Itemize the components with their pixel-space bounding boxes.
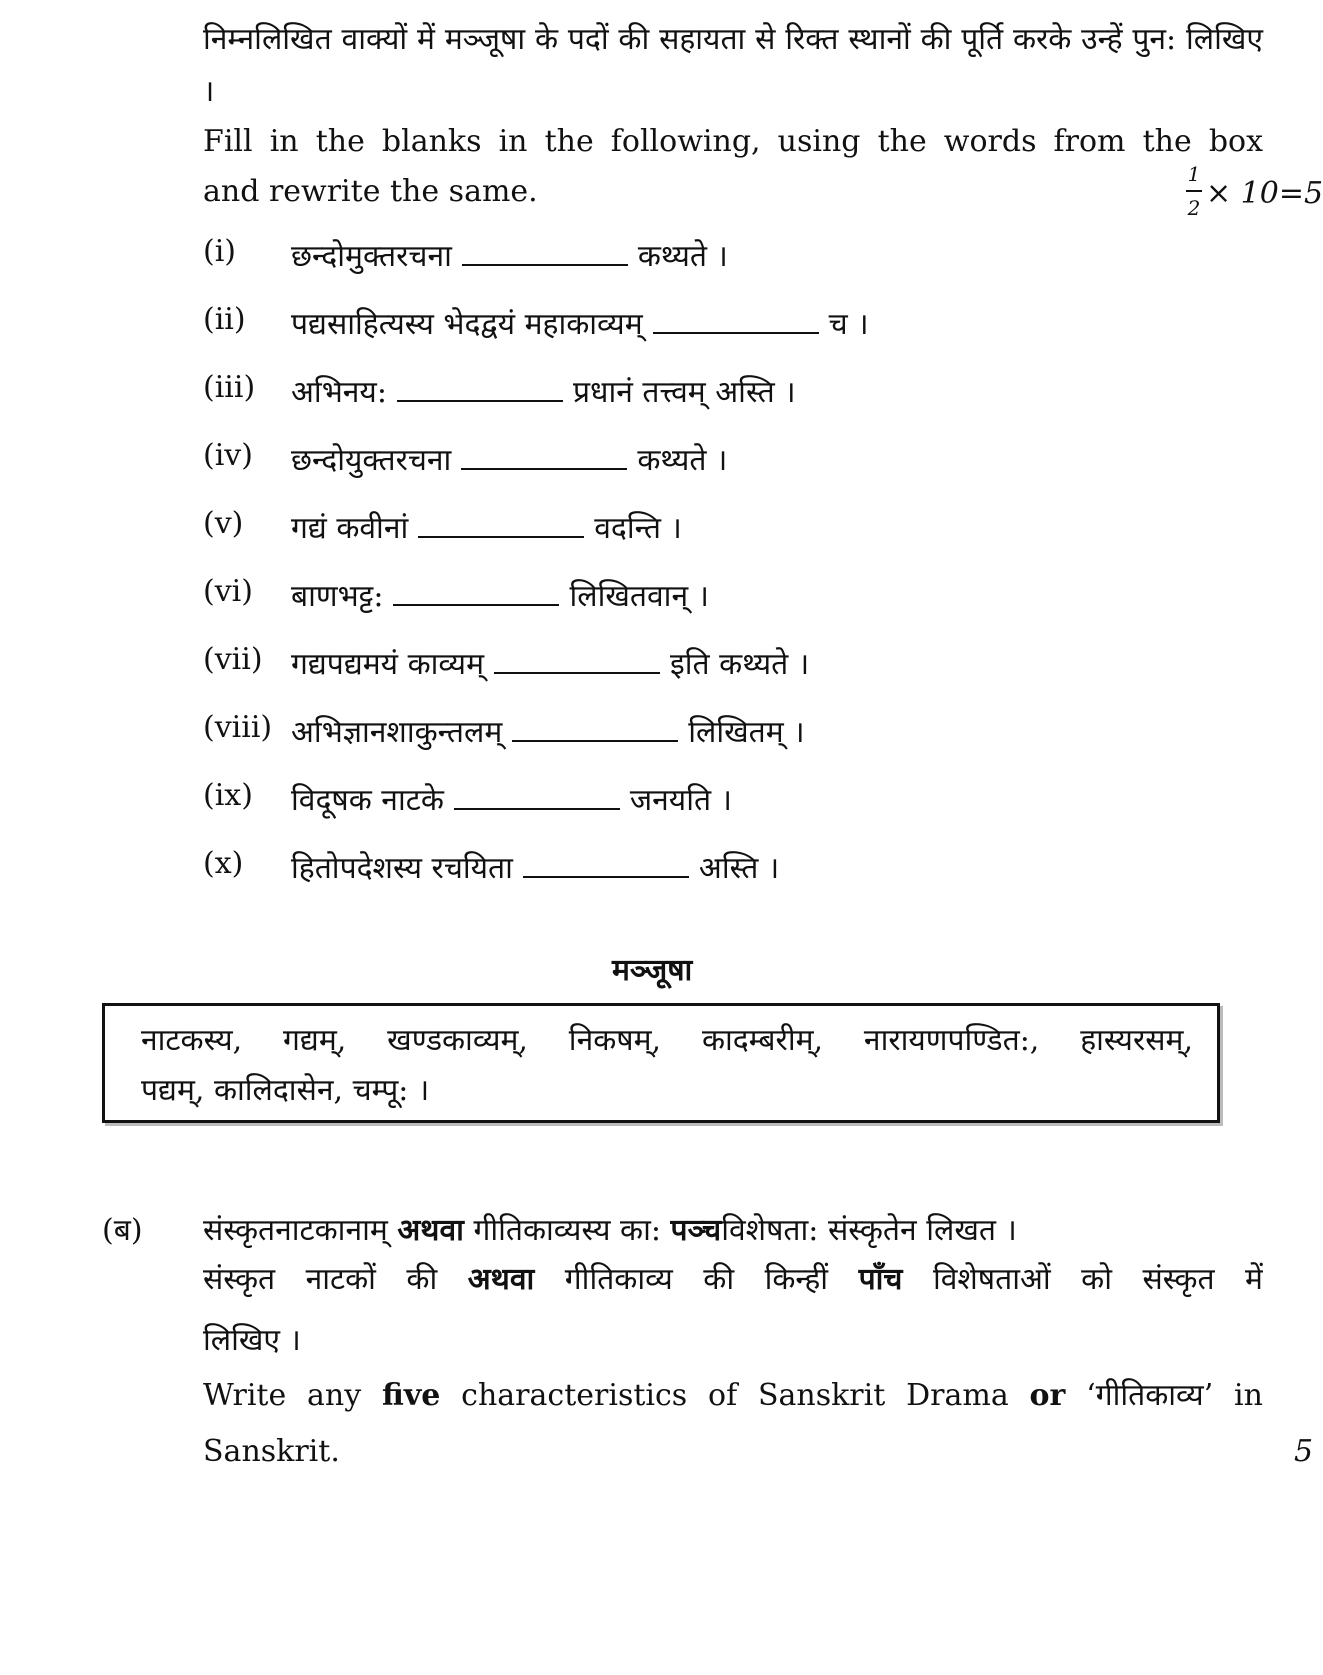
- blank-line[interactable]: [397, 396, 563, 402]
- text: ‘गीतिकाव्य’ in: [1086, 1378, 1263, 1413]
- text: गीतिकाव्यस्य का:: [473, 1213, 661, 1248]
- item-number: (iv): [203, 438, 253, 473]
- text: characteristics of Sanskrit Drama: [461, 1378, 1009, 1413]
- blank-line[interactable]: [653, 328, 819, 334]
- item-text-after: लिखितवान् ।: [569, 579, 709, 614]
- item-text: [291, 574, 709, 615]
- text: गीतिकाव्य की किन्हीं: [564, 1262, 829, 1297]
- item-text: [291, 438, 727, 479]
- text: विशेषता: संस्कृतेन लिखत ।: [721, 1213, 1017, 1248]
- bold-text: पञ्च: [670, 1213, 722, 1248]
- item-text: [291, 778, 732, 819]
- item-text: [291, 642, 809, 683]
- item-number: (vi): [203, 574, 253, 609]
- bold-text: अथवा: [397, 1213, 464, 1248]
- item-text: [291, 370, 796, 411]
- bold-text: अथवा: [467, 1262, 535, 1297]
- item-number: (ii): [203, 302, 246, 337]
- item-text: [291, 506, 682, 547]
- blank-line[interactable]: [512, 736, 678, 742]
- question-b-hindi-line1: [203, 1254, 1263, 1306]
- item-number: (i): [203, 234, 237, 269]
- text: संस्कृत नाटकों की: [203, 1262, 438, 1297]
- question-b-hindi-line2: लिखिए ।: [203, 1323, 301, 1358]
- item-number: (iii): [203, 370, 256, 405]
- english-instruction-line1: Fill in the blanks in the following, using the words from the box: [203, 124, 1263, 159]
- fraction-numerator: 1: [1187, 162, 1201, 186]
- item-text-before: पद्यसाहित्यस्य भेदद्वयं महाकाव्यम्: [291, 307, 643, 342]
- item-text: [291, 846, 779, 887]
- fraction-denominator: 2: [1187, 196, 1201, 220]
- question-b-english-line1: [203, 1370, 1263, 1422]
- item-text-after: कथ्यते ।: [637, 443, 728, 478]
- text: Write any: [203, 1378, 362, 1413]
- item-number: (v): [203, 506, 244, 541]
- word-box-line1: नाटकस्य, गद्यम्, खण्डकाव्यम्, निकषम्, कादम्बरीम्, नारायणपण्डित:, हास्यरसम्,: [141, 1023, 1193, 1058]
- marks-multiplier: × 10=5: [1206, 176, 1323, 211]
- item-text: [291, 234, 728, 275]
- item-text-before: छन्दोयुक्तरचना: [291, 443, 452, 478]
- item-number: (vii): [203, 642, 263, 677]
- item-text-after: लिखितम् ।: [688, 715, 805, 750]
- item-number: (x): [203, 846, 244, 881]
- item-text-after: च ।: [828, 307, 869, 342]
- item-text-before: गद्यपद्यमयं काव्यम्: [291, 647, 485, 682]
- word-box: [102, 1003, 1220, 1123]
- item-text-before: गद्यं कवीनां: [291, 511, 409, 546]
- item-number: (viii): [203, 710, 273, 745]
- item-text-before: छन्दोमुक्तरचना: [291, 239, 452, 274]
- item-text-after: इति कथ्यते ।: [670, 647, 810, 682]
- blank-line[interactable]: [393, 600, 559, 606]
- item-text-after: प्रधानं तत्त्वम् अस्ति ।: [572, 375, 796, 410]
- text: संस्कृतनाटकानाम्: [203, 1213, 388, 1248]
- blank-line[interactable]: [454, 804, 620, 810]
- question-b-label: (ब): [102, 1213, 143, 1248]
- box-title: मञ्जूषा: [612, 953, 693, 988]
- question-b-sanskrit: [203, 1208, 1017, 1249]
- question-b-marks: 5: [1294, 1434, 1314, 1469]
- item-text-before: अभिज्ञानशाकुन्तलम्: [291, 715, 503, 750]
- marks-fraction: [1186, 162, 1202, 220]
- item-text-after: कथ्यते ।: [637, 239, 728, 274]
- blank-line[interactable]: [494, 668, 660, 674]
- word-box-line2: पद्यम्, कालिदासेन, चम्पू: ।: [141, 1073, 430, 1108]
- english-instruction-line2: and rewrite the same.: [203, 174, 538, 209]
- item-text-after: वदन्ति ।: [594, 511, 682, 546]
- blank-line[interactable]: [418, 532, 584, 538]
- item-text-before: हितोपदेशस्य रचयिता: [291, 851, 513, 886]
- blank-line[interactable]: [523, 872, 689, 878]
- bold-text: five: [382, 1378, 441, 1413]
- hindi-instruction: निम्नलिखित वाक्यों में मञ्जूषा के पदों की सहायता से रिक्त स्थानों की पूर्ति करके उन्हें पुन: लिखिए ।: [203, 22, 1263, 109]
- question-b-english-line2: Sanskrit.: [203, 1434, 340, 1469]
- item-text: [291, 710, 805, 751]
- fraction-bar: [1186, 190, 1202, 192]
- blank-line[interactable]: [462, 260, 628, 266]
- item-text-after: जनयति ।: [629, 783, 732, 818]
- bold-text: or: [1029, 1378, 1066, 1413]
- blank-line[interactable]: [461, 464, 627, 470]
- item-number: (ix): [203, 778, 253, 813]
- item-text-after: अस्ति ।: [698, 851, 780, 886]
- item-text-before: बाणभट्ट:: [291, 579, 384, 614]
- bold-text: पाँच: [858, 1262, 903, 1297]
- item-text-before: अभिनय:: [291, 375, 387, 410]
- text: विशेषताओं को संस्कृत में: [932, 1262, 1263, 1297]
- item-text: [291, 302, 869, 343]
- item-text-before: विदूषक नाटके: [291, 783, 444, 818]
